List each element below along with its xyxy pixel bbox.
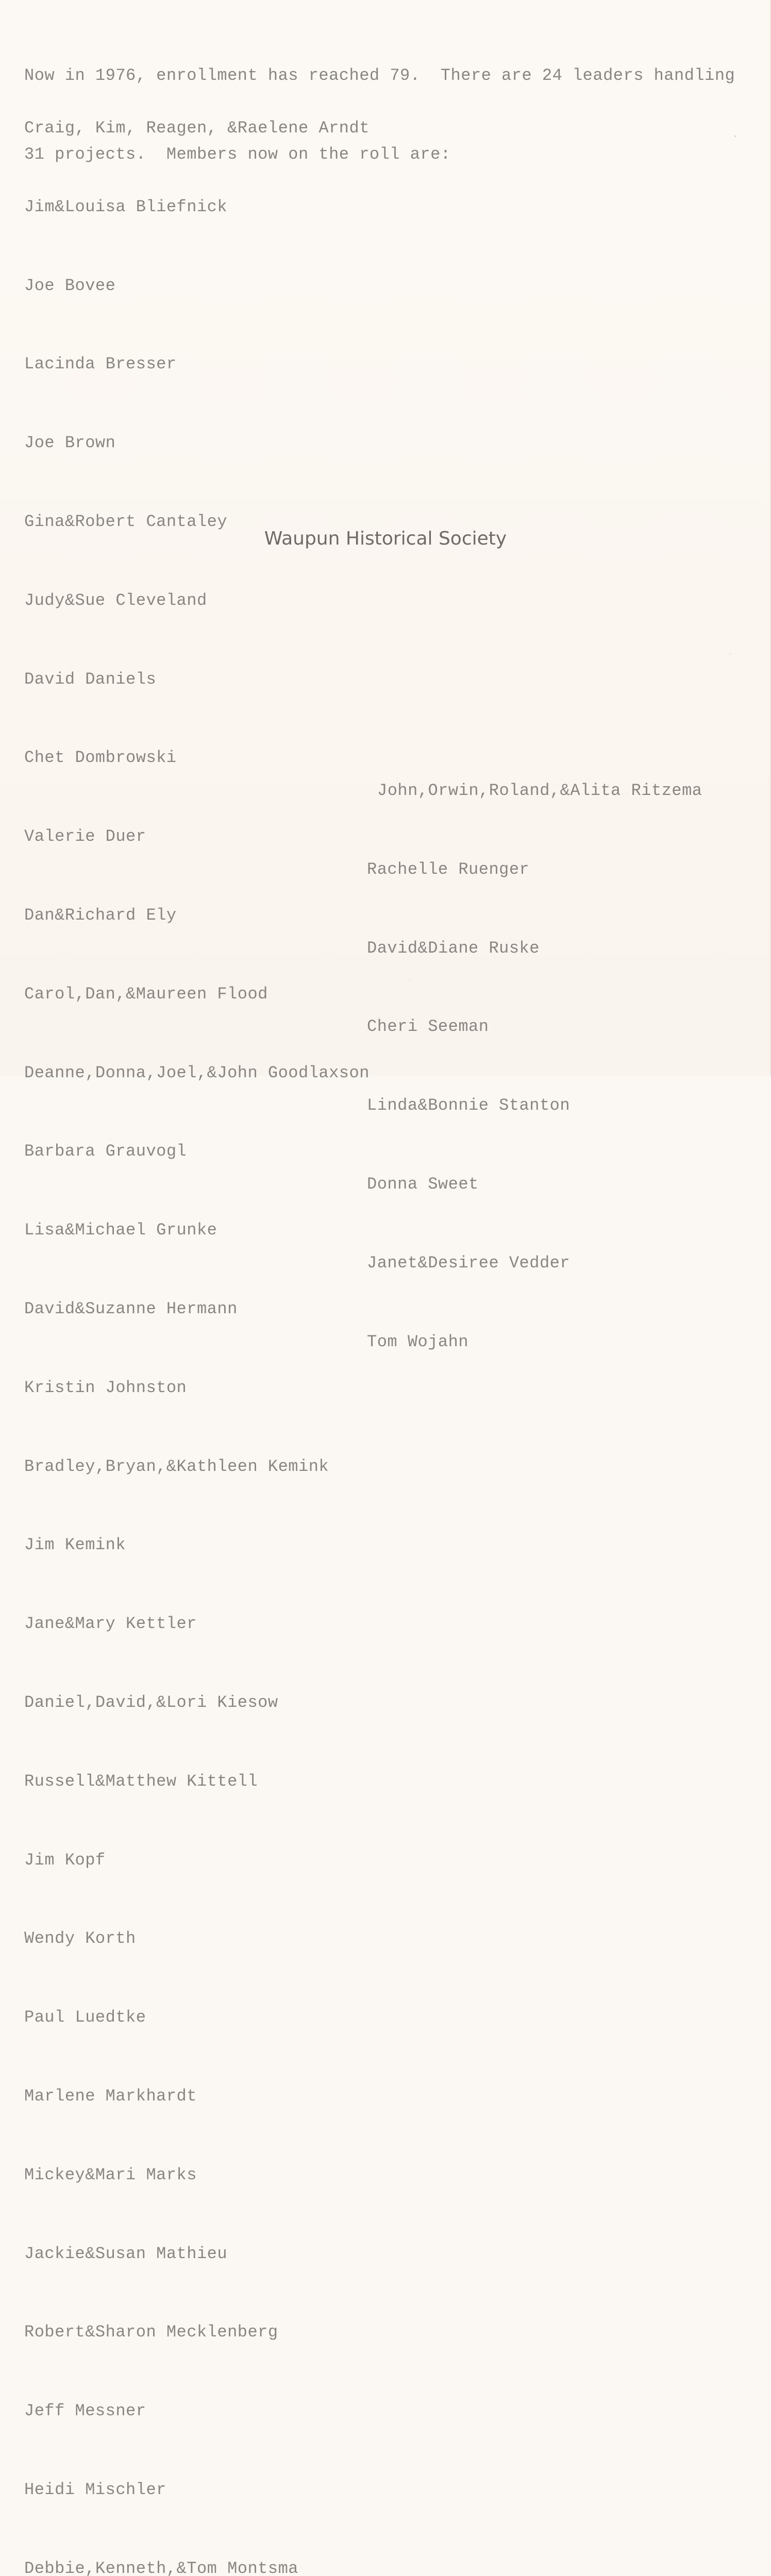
member-entry: Jackie&Susan Mathieu [24, 2244, 228, 2263]
member-entry: Lisa&Michael Grunke [24, 1221, 217, 1240]
member-entry: Lacinda Bresser [24, 354, 177, 374]
member-entry: Donna Sweet [367, 1174, 479, 1194]
member-entry: Jeff Messner [24, 2401, 146, 2421]
member-entry: Marlene Markhardt [24, 2086, 197, 2106]
member-entry: Carol,Dan,&Maureen Flood [24, 984, 268, 1004]
member-entry: Joe Bovee [24, 276, 116, 295]
member-entry: David Daniels [24, 669, 157, 689]
member-entry: Kristin Johnston [24, 1378, 187, 1397]
member-entry: Robert&Sharon Mecklenberg [24, 2323, 278, 2342]
member-entry: Craig, Kim, Reagen, &Raelene Arndt [24, 118, 370, 138]
member-entry: Dan&Richard Ely [24, 905, 177, 925]
member-entry: Mickey&Mari Marks [24, 2165, 197, 2184]
member-entry: Debbie,Kenneth,&Tom Montsma [24, 2558, 298, 2576]
watermark-text: Waupun Historical Society [264, 528, 507, 549]
member-entry: Deanne,Donna,Joel,&John Goodlaxson [24, 1063, 370, 1082]
member-entry: Joe Brown [24, 433, 116, 453]
paper-speck [409, 980, 410, 981]
intro-line-2: 31 projects. Members now on the roll are: [24, 145, 451, 164]
member-entry: Jim Kopf [24, 1850, 106, 1870]
member-entry: David&Suzanne Hermann [24, 1299, 238, 1318]
member-entry: Tom Wojahn [367, 1332, 469, 1351]
member-entry: Judy&Sue Cleveland [24, 590, 207, 610]
member-entry: Janet&Desiree Vedder [367, 1253, 571, 1273]
member-entry: John,Orwin,Roland,&Alita Ritzema [377, 781, 702, 800]
member-entry: Jim Kemink [24, 1535, 126, 1555]
members-list-right [367, 725, 702, 1407]
member-entry: Daniel,David,&Lori Kiesow [24, 1692, 278, 1712]
paper-speck [734, 135, 736, 137]
paper-speck [730, 653, 731, 654]
members-list-left [24, 62, 370, 2576]
member-entry: Rachelle Ruenger [367, 859, 530, 879]
member-entry: Heidi Mischler [24, 2480, 166, 2499]
member-entry: Barbara Grauvogl [24, 1142, 187, 1161]
member-entry: Russell&Matthew Kittell [24, 1771, 258, 1791]
member-entry: Cheri Seeman [367, 1017, 489, 1037]
member-entry: David&Diane Ruske [367, 938, 540, 958]
member-entry: Jane&Mary Kettler [24, 1614, 197, 1634]
member-entry: Valerie Duer [24, 827, 146, 846]
member-entry: Paul Luedtke [24, 2008, 146, 2027]
member-entry: Wendy Korth [24, 1929, 136, 1948]
intro-line-1: Now in 1976, enrollment has reached 79. There are 24 leaders handling [24, 66, 735, 85]
member-entry: Chet Dombrowski [24, 748, 177, 768]
member-entry: Bradley,Bryan,&Kathleen Kemink [24, 1456, 329, 1476]
member-entry: Gina&Robert Cantaley [24, 512, 228, 531]
member-entry: Linda&Bonnie Stanton [367, 1096, 571, 1115]
member-entry: Jim&Louisa Bliefnick [24, 197, 228, 216]
